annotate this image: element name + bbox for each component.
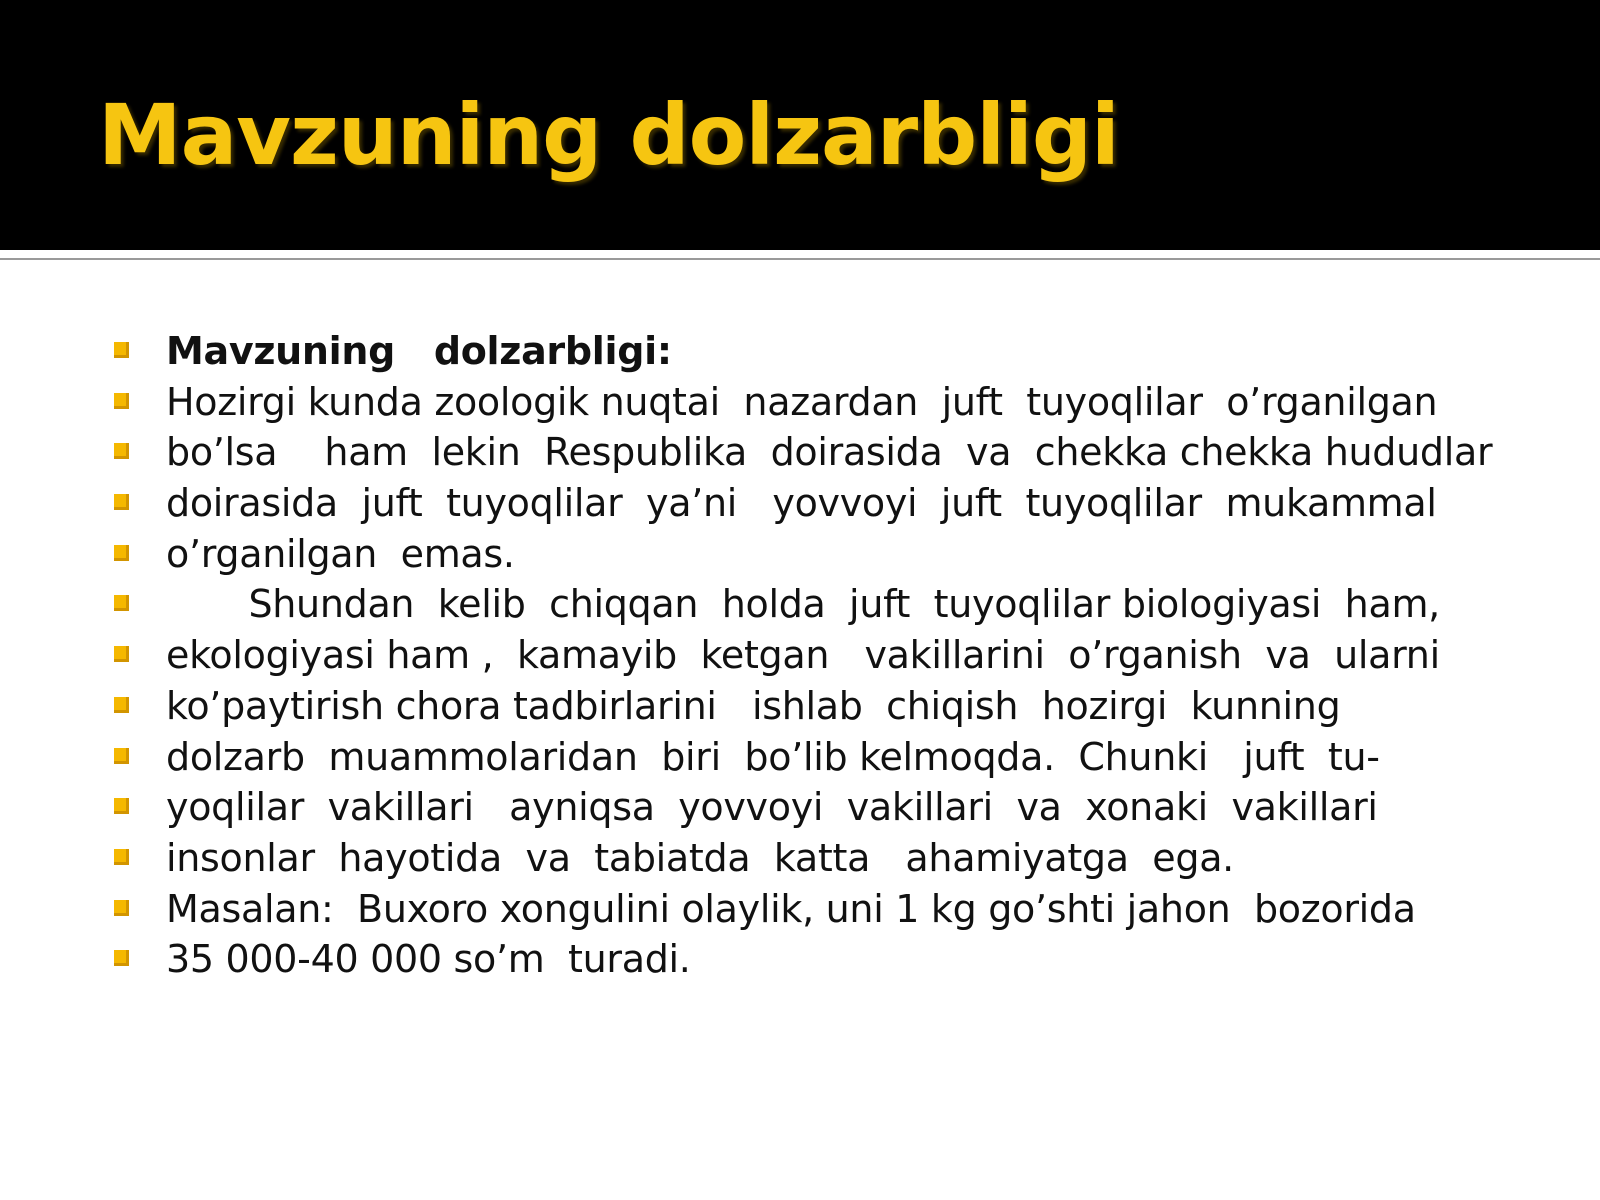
bullet-item [110, 732, 1570, 783]
bullet-text: yoqlilar vakillari ayniqsa yovvoyi vakillari va xonaki vakillari [166, 785, 1378, 830]
square-bullet-icon [114, 748, 129, 764]
bullet-item [110, 377, 1570, 428]
bullet-text: bo’lsa ham lekin Respublika doirasida va chekka chekka hududlar [166, 430, 1493, 475]
bullet-item [110, 681, 1570, 732]
bullet-text: doirasida juft tuyoqlilar ya’ni yovvoyi juft tuyoqlilar mukammal [166, 481, 1437, 526]
square-bullet-icon [114, 849, 129, 865]
bullet-text: o’rganilgan emas. [166, 531, 515, 576]
square-bullet-icon [114, 900, 129, 916]
square-bullet-icon [114, 494, 129, 510]
bullet-text: Shundan kelib chiqqan holda juft tuyoqlilar biologiyasi ham, [166, 582, 1440, 627]
square-bullet-icon [114, 697, 129, 713]
bullet-text: ko’paytirish chora tadbirlarini ishlab chiqish hozirgi kunning [166, 683, 1341, 728]
divider-line [0, 258, 1600, 260]
slide-title: Mavzuning dolzarbligi [98, 86, 1119, 184]
square-bullet-icon [114, 595, 129, 611]
square-bullet-icon [114, 443, 129, 459]
square-bullet-icon [114, 342, 129, 358]
bullet-text: ekologiyasi ham , kamayib ketgan vakillarini o’rganish va ularni [166, 633, 1440, 678]
square-bullet-icon [114, 545, 129, 561]
bullet-text: insonlar hayotida va tabiatda katta ahamiyatga ega. [166, 835, 1234, 880]
bullet-text: Masalan: Buxoro xongulini olaylik, uni 1 kg go’shti jahon bozorida [166, 886, 1416, 931]
bullet-text: 35 000-40 000 so’m turadi. [166, 937, 691, 982]
bullet-item [110, 782, 1570, 833]
bullet-list [110, 326, 1570, 985]
bullet-item [110, 478, 1570, 529]
square-bullet-icon [114, 950, 129, 966]
bullet-item [110, 427, 1570, 478]
bullet-item [110, 884, 1570, 935]
bullet-text: Hozirgi kunda zoologik nuqtai nazardan juft tuyoqlilar o’rganilgan [166, 379, 1438, 424]
bullet-item [110, 579, 1570, 630]
bullet-item [110, 529, 1570, 580]
square-bullet-icon [114, 646, 129, 662]
bullet-text: Mavzuning dolzarbligi: [166, 329, 672, 373]
bullet-item [110, 934, 1570, 985]
bullet-item-heading [110, 326, 1570, 377]
square-bullet-icon [114, 798, 129, 814]
square-bullet-icon [114, 393, 129, 409]
bullet-item [110, 833, 1570, 884]
bullet-text: dolzarb muammolaridan biri bo’lib kelmoqda. Chunki juft tu- [166, 734, 1380, 779]
bullet-item [110, 630, 1570, 681]
title-band [0, 0, 1600, 250]
